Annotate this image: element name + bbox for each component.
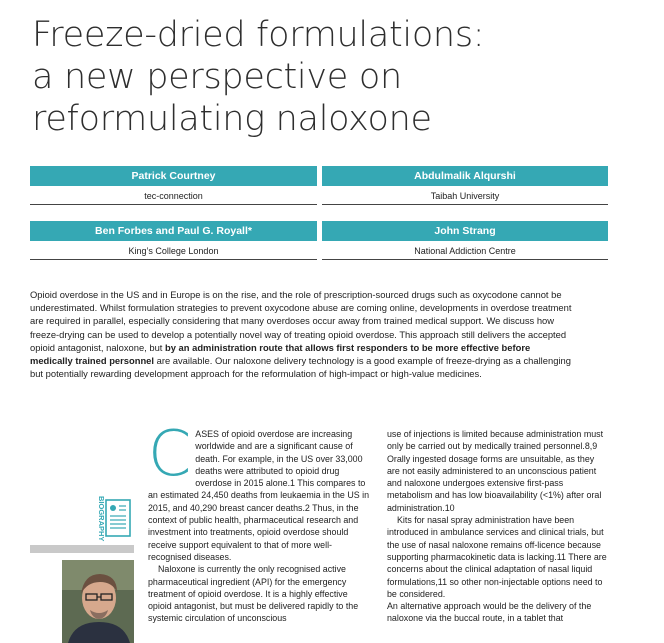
author-name: Abdulmalik Alqurshi: [322, 166, 608, 186]
title-line: reformulating naloxone: [32, 99, 432, 139]
author-portrait: [62, 560, 134, 643]
abstract-tail: are available. Our naloxone delivery technology is a good example of freeze-drying as a challenging but potentially rewarding development approach for the reformulation of high-impact or high-value medicines.: [30, 355, 571, 380]
abstract-lead: Opioid overdose in the US and in Europe is on the rise, and the role of prescription-sourced drugs such as oxycodone cannot be underestimated. Whilst formulation strategies to prevent oxycodone abuse are coming online, developments in overdose treatment are required in parallel, especially considering that many overdoses occur away from trained medical support. We discuss how freeze-drying can be used to develop a potentially novel way of treating opioid overdose. This approach still delivers the accepted opioid antagonist, naloxone, but: [30, 289, 572, 353]
drop-cap: C: [148, 417, 192, 490]
author-affiliation: National Addiction Centre: [322, 241, 608, 260]
author-affiliation: Taibah University: [322, 186, 608, 205]
body-column-1: [148, 417, 372, 625]
biography-label: BIOGRAPHY: [97, 496, 106, 542]
body-column-2: [387, 428, 609, 625]
author-name: John Strang: [322, 221, 608, 241]
body-paragraph: [148, 417, 372, 563]
author-block: [30, 221, 317, 260]
author-block: [322, 166, 608, 205]
author-block: [30, 166, 317, 205]
author-block: [322, 221, 608, 260]
body-paragraph: use of injections is limited because administration must only be carried out by medically trained personnel.8,9 Orally ingested dosage forms are unsuitable, as they are not easily administered to an unconscious patient and naloxone undergoes extensive first-pass metabolism and has low bioavailability (<1%) after oral administration.10: [387, 429, 604, 513]
author-name: Ben Forbes and Paul G. Royall*: [30, 221, 317, 241]
author-affiliation: King’s College London: [30, 241, 317, 260]
portrait-image: [62, 560, 134, 643]
article-title: [32, 14, 592, 140]
abstract: [30, 288, 575, 380]
paragraph-text: ASES of opioid overdose are increasing worldwide and are a significant cause of death. For example, in the US over 33,000 deaths were attributed to opioid drug overdose in 2015 alone.1 This compares to an estimated 24,450 deaths from leukaemia in the US in 2015, and 40,290 breast cancer deaths.2 Thus, in the context of public health, pharmaceutical research and investment into treatments, opioid overdose should receive support equivalent to that of more well-recognised diseases.: [148, 429, 370, 562]
body-paragraph: An alternative approach would be the delivery of the naloxone via the buccal route, in a tablet that: [387, 601, 592, 624]
title-line: Freeze-dried formulations:: [32, 15, 485, 55]
author-name: Patrick Courtney: [30, 166, 317, 186]
body-paragraph: Naloxone is currently the only recognised active pharmaceutical ingredient (API) for the emergency treatment of opioid overdose. It is a highly effective opioid antagonist, but must be delivered rapidly to the systemic circulation of unconscious: [148, 564, 359, 624]
body-paragraph: Kits for nasal spray administration have been introduced in ambulance services and clinical trials, but the use of nasal naloxone remains off-licence because supporting pharmacokinetic data is lacking.11 There are concerns about the clinical adaptation of nasal liquid formulations,11 so other non-injectable options need to be considered.: [387, 515, 607, 599]
author-affiliation: tec-connection: [30, 186, 317, 205]
abstract-highlight: by an administration route that allows first responders to be more effective before medically trained personnel: [30, 341, 531, 367]
biography-divider: [30, 545, 134, 553]
biography-icon: [93, 492, 133, 544]
title-line: a new perspective on: [32, 57, 402, 97]
